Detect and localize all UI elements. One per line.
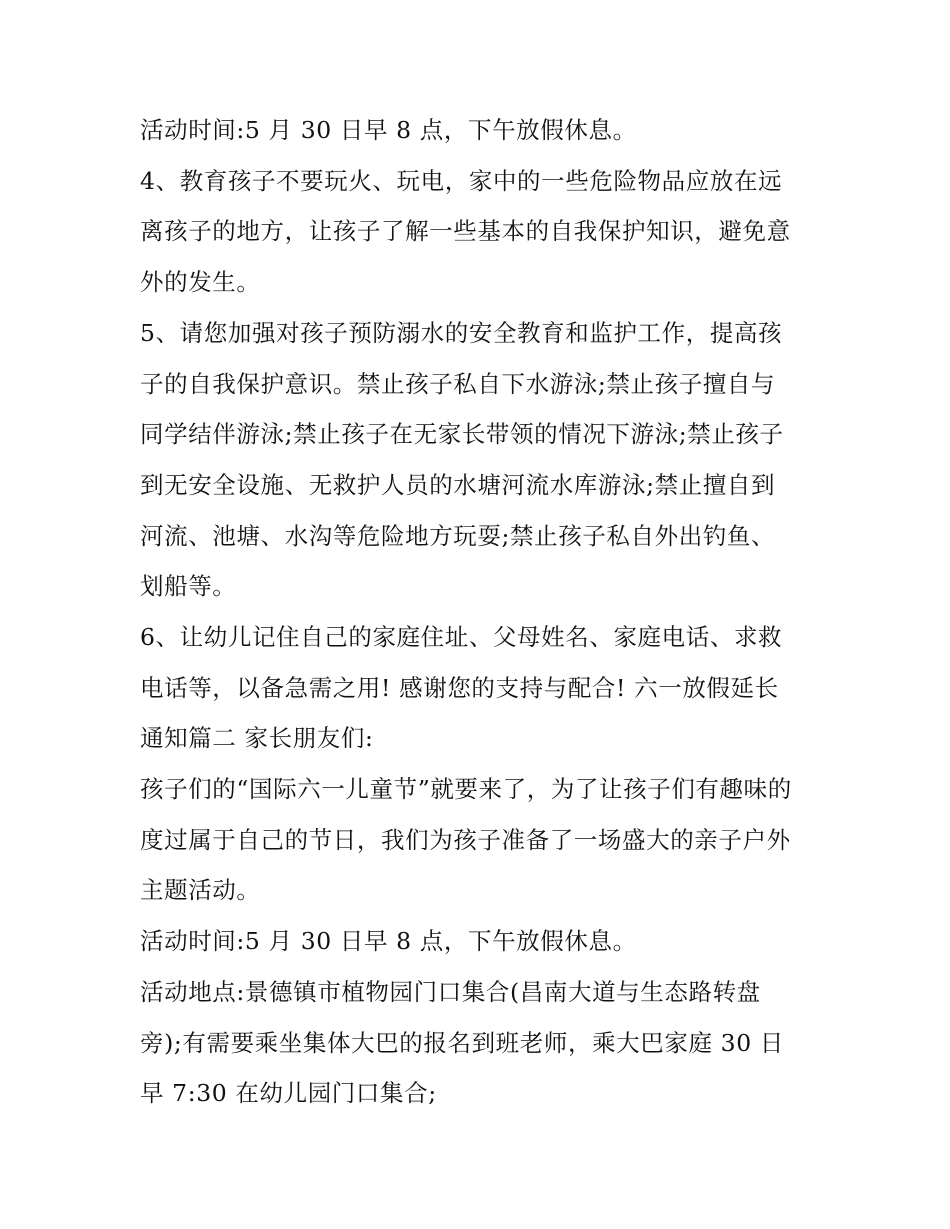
text-line-item4-part3: 外的发生。 [140,268,261,296]
text-line-section-two-greeting: 通知篇二 家长朋友们: [140,724,374,752]
text-line-item5-part4: 到无安全设施、无救护人员的水塘河流水库游泳;禁止擅自到 [140,471,776,499]
text-line-item5-part2: 子的自我保护意识。禁止孩子私自下水游泳;禁止孩子擅自与 [140,370,776,398]
text-line-item5-part3: 同学结伴游泳;禁止孩子在无家长带领的情况下游泳;禁止孩子 [140,420,784,448]
text-line-item6-part2: 电话等，以备急需之用! 感谢您的支持与配合! 六一放假延长 [140,674,779,702]
text-line-item4-part2: 离孩子的地方，让孩子了解一些基本的自我保护知识，避免意 [140,217,791,245]
text-line-item4-part1: 4、教育孩子不要玩火、玩电，家中的一些危险物品应放在远 [140,167,783,195]
text-line-intro-part1: 孩子们的“国际六一儿童节”就要来了，为了让孩子们有趣味的 [140,775,792,803]
text-line-activity-place-part1: 活动地点:景德镇市植物园门口集合(昌南大道与生态路转盘 [140,978,761,1006]
text-line-activity-time-2: 活动时间:5 月 30 日早 8 点，下午放假休息。 [140,927,637,955]
text-line-item5-part5: 河流、池塘、水沟等危险地方玩耍;禁止孩子私自外出钓鱼、 [140,522,776,550]
text-line-intro-part2: 度过属于自己的节日，我们为孩子准备了一场盛大的亲子户外 [140,826,791,854]
text-line-item6-part1: 6、让幼儿记住自己的家庭住址、父母姓名、家庭电话、求救 [140,623,783,651]
text-line-activity-time: 活动时间:5 月 30 日早 8 点，下午放假休息。 [140,116,637,144]
text-line-item5-part6: 划船等。 [140,572,237,600]
text-line-activity-place-part2: 旁);有需要乘坐集体大巴的报名到班老师，乘大巴家庭 30 日 [140,1029,784,1057]
text-line-activity-place-part3: 早 7:30 在幼儿园门口集合; [140,1079,437,1107]
text-line-item5-part1: 5、请您加强对孩子预防溺水的安全教育和监护工作，提高孩 [140,319,783,347]
text-line-intro-part3: 主题活动。 [140,876,261,904]
